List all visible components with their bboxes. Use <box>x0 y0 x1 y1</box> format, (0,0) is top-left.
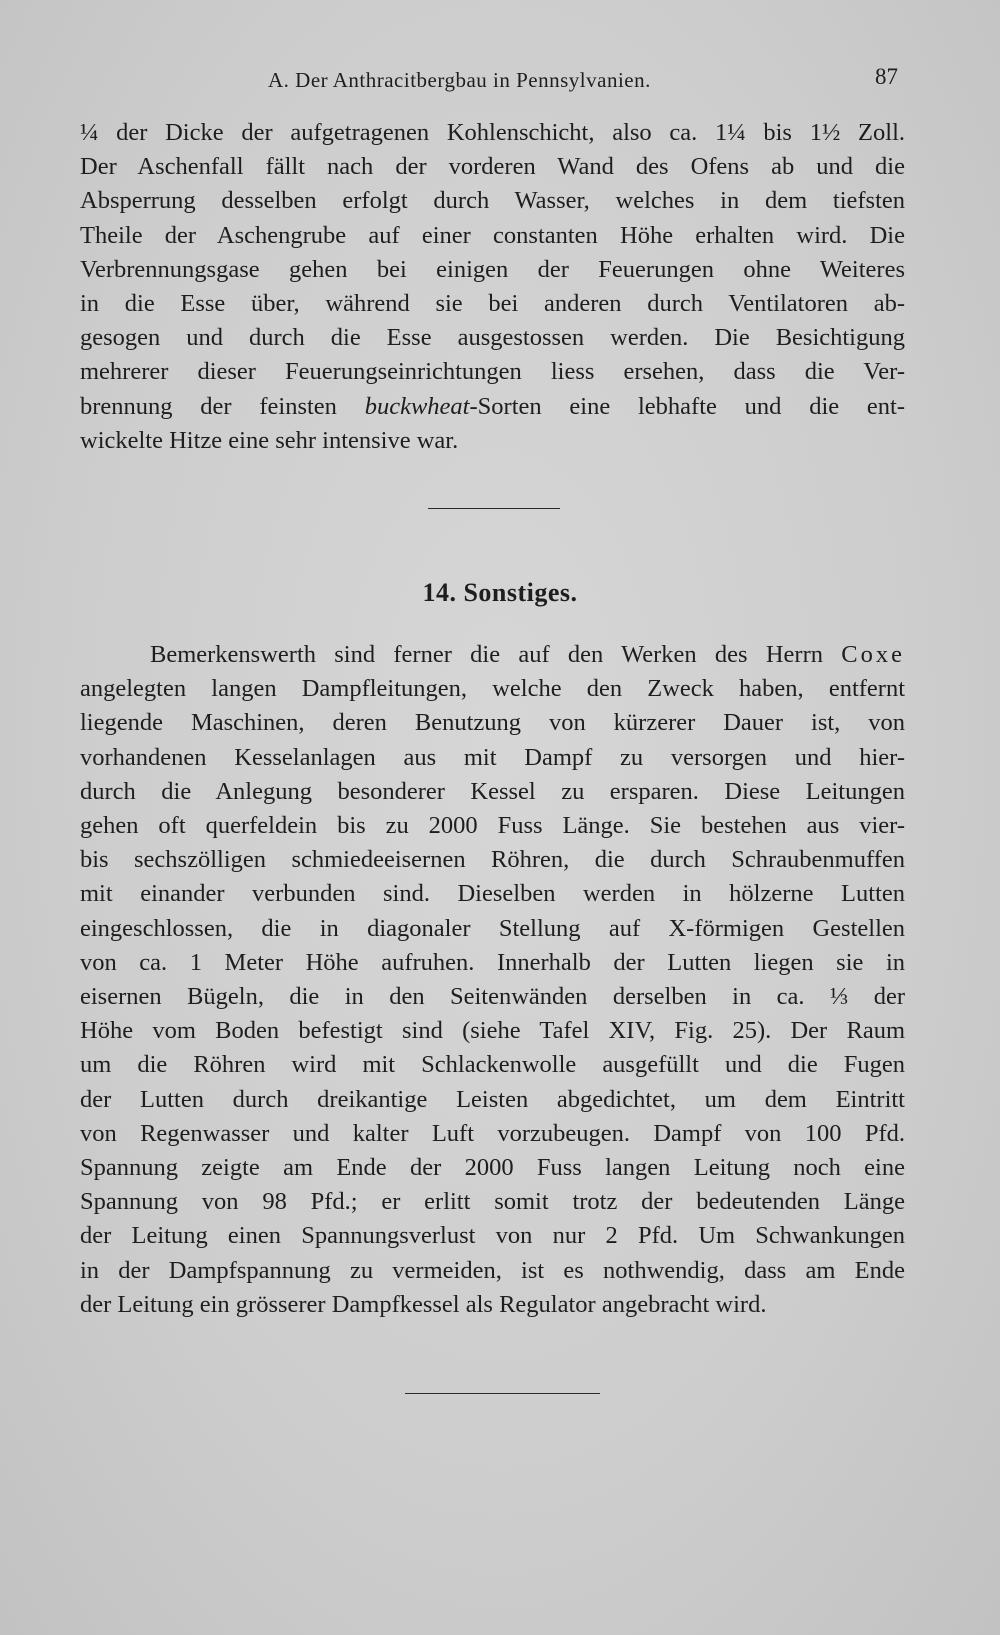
separator-rule <box>428 508 560 509</box>
text-line: vorhandenen Kesselanlagen aus mit Dampf zu versorgen und hier- <box>80 743 905 771</box>
text-line-last: wickelte Hitze eine sehr intensive war. <box>80 426 459 454</box>
text-line: der Lutten durch dreikantige Leisten abgedichtet, um dem Eintritt <box>80 1085 905 1113</box>
text-line: mehrerer dieser Feuerungseinrichtungen liess ersehen, dass die Ver- <box>80 358 905 386</box>
text-line: durch die Anlegung besonderer Kessel zu ersparen. Diese Leitungen <box>80 777 905 805</box>
text-line: Höhe vom Boden befestigt sind (siehe Tafel XIV, Fig. 25). Der Raum <box>80 1017 905 1045</box>
text-line: bis sechszölligen schmiedeeisernen Röhren, die durch Schraubenmuffen <box>80 846 905 874</box>
page-number: 87 <box>875 64 898 89</box>
text-line: Der Aschenfall fällt nach der vorderen Wand des Ofens ab und die <box>80 153 905 181</box>
text-line: mit einander verbunden sind. Dieselben werden in hölzerne Lutten <box>80 880 905 908</box>
paragraph-sonstiges <box>80 638 905 1322</box>
text-line: Spannung von 98 Pfd.; er erlitt somit trotz der bedeutenden Länge <box>80 1188 905 1216</box>
text-line: liegende Maschinen, deren Benutzung von kürzerer Dauer ist, von <box>80 709 905 737</box>
text-line: Spannung zeigte am Ende der 2000 Fuss langen Leitung noch eine <box>80 1154 905 1182</box>
text-line: in der Dampfspannung zu vermeiden, ist es nothwendig, dass am Ende <box>80 1256 905 1284</box>
text-line: angelegten langen Dampfleitungen, welche den Zweck haben, entfernt <box>80 675 905 703</box>
italic-term: buckwheat <box>364 392 470 420</box>
text-run: brennung der feinsten <box>80 392 365 420</box>
text-line: gesogen und durch die Esse ausgestossen werden. Die Besichtigung <box>80 324 905 352</box>
text-line: von Regenwasser und kalter Luft vorzubeugen. Dampf von 100 Pfd. <box>80 1119 905 1147</box>
text-line: Verbrennungsgase gehen bei einigen der Feuerungen ohne Weiteres <box>80 255 905 283</box>
text-line <box>80 390 905 424</box>
text-run: -Sorten eine lebhafte und die ent- <box>469 392 905 420</box>
text-line-first <box>80 638 905 672</box>
text-line: Theile der Aschengrube auf einer constanten Höhe erhalten wird. Die <box>80 221 905 249</box>
text-line: von ca. 1 Meter Höhe aufruhen. Innerhalb der Lutten liegen sie in <box>80 948 905 976</box>
running-header <box>268 64 908 98</box>
separator-rule <box>405 1393 600 1394</box>
text-line: eingeschlossen, die in diagonaler Stellung auf X-förmigen Gestellen <box>80 914 905 942</box>
text-run: Bemerkenswerth sind ferner die auf den Werken des Herrn <box>150 641 842 668</box>
text-line: Absperrung desselben erfolgt durch Wasser, welches in dem tiefsten <box>80 187 905 215</box>
paragraph-continuation <box>80 116 905 458</box>
section-heading: 14. Sonstiges. <box>422 578 578 607</box>
text-line: der Leitung einen Spannungsverlust von nur 2 Pfd. Um Schwankungen <box>80 1222 905 1250</box>
spaced-name: Coxe <box>841 641 905 668</box>
text-line: gehen oft querfeldein bis zu 2000 Fuss Länge. Sie bestehen aus vier- <box>80 812 905 840</box>
text-line: in die Esse über, während sie bei anderen durch Ventilatoren ab- <box>80 290 905 318</box>
text-line: ¼ der Dicke der aufgetragenen Kohlenschicht, also ca. 1¼ bis 1½ Zoll. <box>80 119 905 146</box>
text-line: um die Röhren wird mit Schlackenwolle ausgefüllt und die Fugen <box>80 1051 905 1079</box>
text-line: eisernen Bügeln, die in den Seitenwänden derselben in ca. ⅓ der <box>80 983 905 1011</box>
text-line-last: der Leitung ein grösserer Dampfkessel als Regulator angebracht wird. <box>80 1290 767 1318</box>
running-title: A. Der Anthracitbergbau in Pennsylvanien. <box>268 68 651 92</box>
